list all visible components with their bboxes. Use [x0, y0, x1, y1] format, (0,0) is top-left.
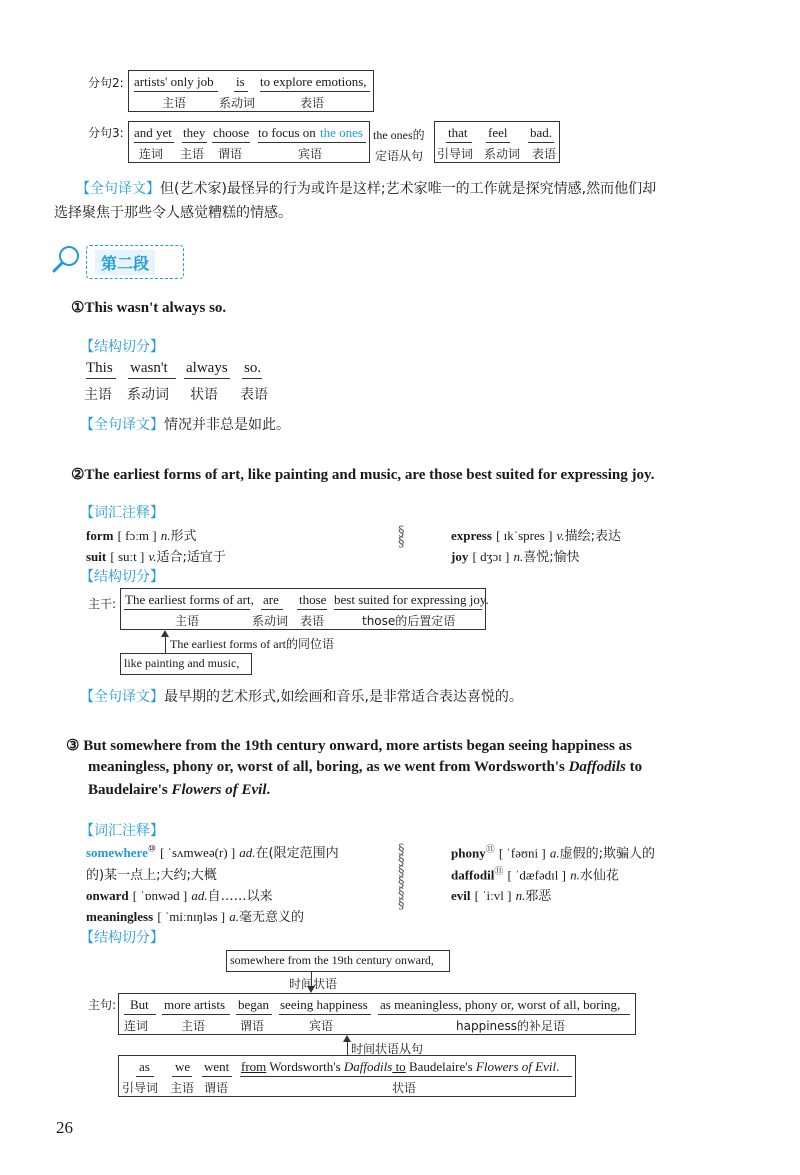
clause3-word: they — [183, 125, 206, 140]
section-title: 第二段 — [95, 250, 155, 275]
translation-tag: 【全句译文】 — [76, 181, 160, 197]
clause2-word: is — [236, 74, 245, 89]
clause2-word: to explore emotions, — [260, 74, 367, 89]
vocab-entry: onward [ ˈɒnwəd ] ad.自……以来 — [86, 888, 273, 904]
main-word: more artists — [164, 997, 226, 1012]
clause-role: 状语 — [392, 1081, 417, 1095]
clause3-role: 主语 — [180, 147, 205, 161]
main-label: 主句: — [88, 998, 117, 1012]
relative-word: feel — [488, 125, 508, 140]
relative-role: 系动词 — [484, 147, 521, 161]
structure-tag: 【结构切分】 — [80, 569, 164, 585]
sentence-text: But somewhere from the 19th century onward, more artists began seeing happiness as — [83, 738, 632, 754]
main-role: 表语 — [300, 614, 325, 628]
page-number: 26 — [56, 1118, 73, 1137]
s1-word: This — [86, 360, 113, 376]
vocab-tag: 【词汇注释】 — [80, 505, 164, 521]
clause2-role: 主语 — [162, 96, 187, 110]
clause3-word-highlight: the ones — [320, 125, 363, 140]
relative-word: bad. — [530, 125, 553, 140]
s1-role: 主语 — [84, 387, 112, 403]
clause3-word: choose — [213, 125, 250, 140]
wavy-divider: § § — [398, 524, 405, 550]
vocab-entry: meaningless [ ˈmiːnɪŋləs ] a.毫无意义的 — [86, 909, 305, 925]
sentence-1 — [71, 298, 226, 317]
adverbial-phrase: somewhere from the 19th century onward, — [230, 953, 434, 967]
s1-role: 状语 — [190, 387, 218, 403]
clause-role: 引导词 — [122, 1081, 159, 1095]
main-word: But — [130, 997, 149, 1012]
vocab-entry: express [ ɪkˈspres ] v.描绘;表达 — [451, 528, 621, 544]
clause3-role: 连词 — [139, 147, 164, 161]
main-role: 宾语 — [309, 1019, 334, 1033]
clause-word: went — [204, 1059, 230, 1074]
main-role: 主语 — [175, 614, 200, 628]
s1-role: 系动词 — [127, 387, 169, 403]
clause2-label: 分句2: — [88, 76, 124, 90]
clause3-role: 宾语 — [298, 147, 323, 161]
relative-word: that — [448, 125, 468, 140]
vocab-entry: phony⑪ [ ˈfəʊni ] a.虚假的;欺骗人的 — [451, 845, 655, 862]
clause2-role: 表语 — [300, 96, 325, 110]
main-role: 系动词 — [252, 614, 289, 628]
clause3-word: to focus on — [258, 125, 316, 140]
relative-label: 定语从句 — [375, 149, 424, 163]
clause2-word: artists' only job — [134, 74, 214, 89]
clause3-label: 分句3: — [88, 126, 124, 140]
relative-head: the ones的 — [373, 128, 425, 142]
vocab-entry: evil [ ˈiːvl ] n.邪恶 — [451, 888, 552, 904]
appositive-note: The earliest forms of art的同位语 — [170, 637, 334, 651]
structure-tag: 【结构切分】 — [80, 339, 164, 355]
vocab-entry-continued: 的)某一点上;大约;大概 — [86, 868, 217, 883]
main-label: 主干: — [88, 597, 117, 611]
translation-paragraph — [76, 178, 656, 198]
clause-role: 主语 — [170, 1081, 195, 1095]
main-role: 主语 — [181, 1019, 206, 1033]
clause3-role: 谓语 — [218, 147, 243, 161]
main-word: began — [238, 997, 270, 1012]
relative-role: 表语 — [532, 147, 557, 161]
clause2-role: 系动词 — [219, 96, 256, 110]
s1-word: always — [186, 360, 228, 376]
clause-adverbial: from Wordsworth's Daffodils to Baudelaire's Flowers of Evil. — [241, 1059, 560, 1074]
translation-text: 情况并非总是如此。 — [164, 417, 290, 433]
s1-word: wasn't — [130, 360, 168, 376]
sentence-3-line2: meaningless, phony or, worst of all, boring, as we went from Wordsworth's Daffodils to — [88, 759, 643, 775]
sentence-number: ① — [71, 300, 85, 316]
appositive-text: like painting and music, — [124, 656, 240, 670]
translation-text: 但(艺术家)最怪异的行为或许是这样;艺术家唯一的工作就是探究情感,然而他们却 — [160, 181, 657, 197]
vocab-entry: form [ fɔːm ] n.形式 — [86, 528, 197, 544]
main-role: 连词 — [124, 1019, 149, 1033]
main-word: as meaningless, phony or, worst of all, boring, — [380, 997, 621, 1012]
vocab-tag: 【词汇注释】 — [80, 823, 164, 839]
clause-label: 时间状语从句 — [351, 1042, 424, 1056]
clause-role: 谓语 — [204, 1081, 229, 1095]
connector-line — [165, 636, 166, 654]
translation-text: 选择聚焦于那些令人感觉糟糕的情感。 — [54, 205, 292, 221]
main-word: are — [263, 592, 279, 607]
wavy-divider: § § § § § § — [398, 842, 405, 912]
magnifier-icon — [52, 244, 82, 274]
connector-line — [347, 1041, 348, 1055]
s1-role: 表语 — [240, 387, 268, 403]
relative-role: 引导词 — [437, 147, 474, 161]
translation-tag: 【全句译文】 — [80, 689, 164, 705]
sentence-2 — [71, 465, 654, 484]
structure-tag: 【结构切分】 — [80, 930, 164, 946]
main-role: happiness的补足语 — [456, 1019, 566, 1033]
main-role: 谓语 — [240, 1019, 265, 1033]
translation-tag: 【全句译文】 — [80, 417, 164, 433]
main-word: those — [299, 592, 327, 607]
sentence-number: ② — [71, 467, 85, 483]
clause-word: as — [139, 1059, 150, 1074]
vocab-entry: joy [ dʒɔɪ ] n.喜悦;愉快 — [451, 549, 580, 565]
sentence-text: This wasn't always so. — [84, 300, 227, 316]
main-word: The earliest forms of art, — [125, 592, 254, 607]
sentence-3-line1 — [66, 736, 632, 755]
clause-word: we — [175, 1059, 191, 1074]
s1-word: so. — [244, 360, 262, 376]
sentence-3-line3: Baudelaire's Flowers of Evil. — [88, 782, 271, 798]
clause3-word: and yet — [134, 125, 172, 140]
sentence-text: The earliest forms of art, like painting and music, are those best suited for expressing joy. — [84, 467, 655, 483]
main-role: those的后置定语 — [362, 614, 456, 628]
vocab-entry: suit [ suːt ] v.适合;适宜于 — [86, 549, 226, 565]
main-word: best suited for expressing joy. — [334, 592, 489, 607]
main-word: seeing happiness — [280, 997, 368, 1012]
vocab-entry: daffodil⑪ [ ˈdæfədɪl ] n.水仙花 — [451, 867, 619, 884]
translation-text: 最早期的艺术形式,如绘画和音乐,是非常适合表达喜悦的。 — [164, 689, 523, 705]
translation-paragraph — [80, 414, 290, 434]
arrow-down-icon — [307, 986, 315, 993]
connector-line — [311, 972, 312, 986]
vocab-entry: somewhere⑩ [ ˈsʌmweə(r) ] ad.在(限定范围内 — [86, 844, 339, 861]
adverbial-label: 时间状语 — [289, 977, 338, 991]
sentence-number: ③ — [66, 738, 80, 754]
translation-paragraph — [80, 686, 523, 706]
